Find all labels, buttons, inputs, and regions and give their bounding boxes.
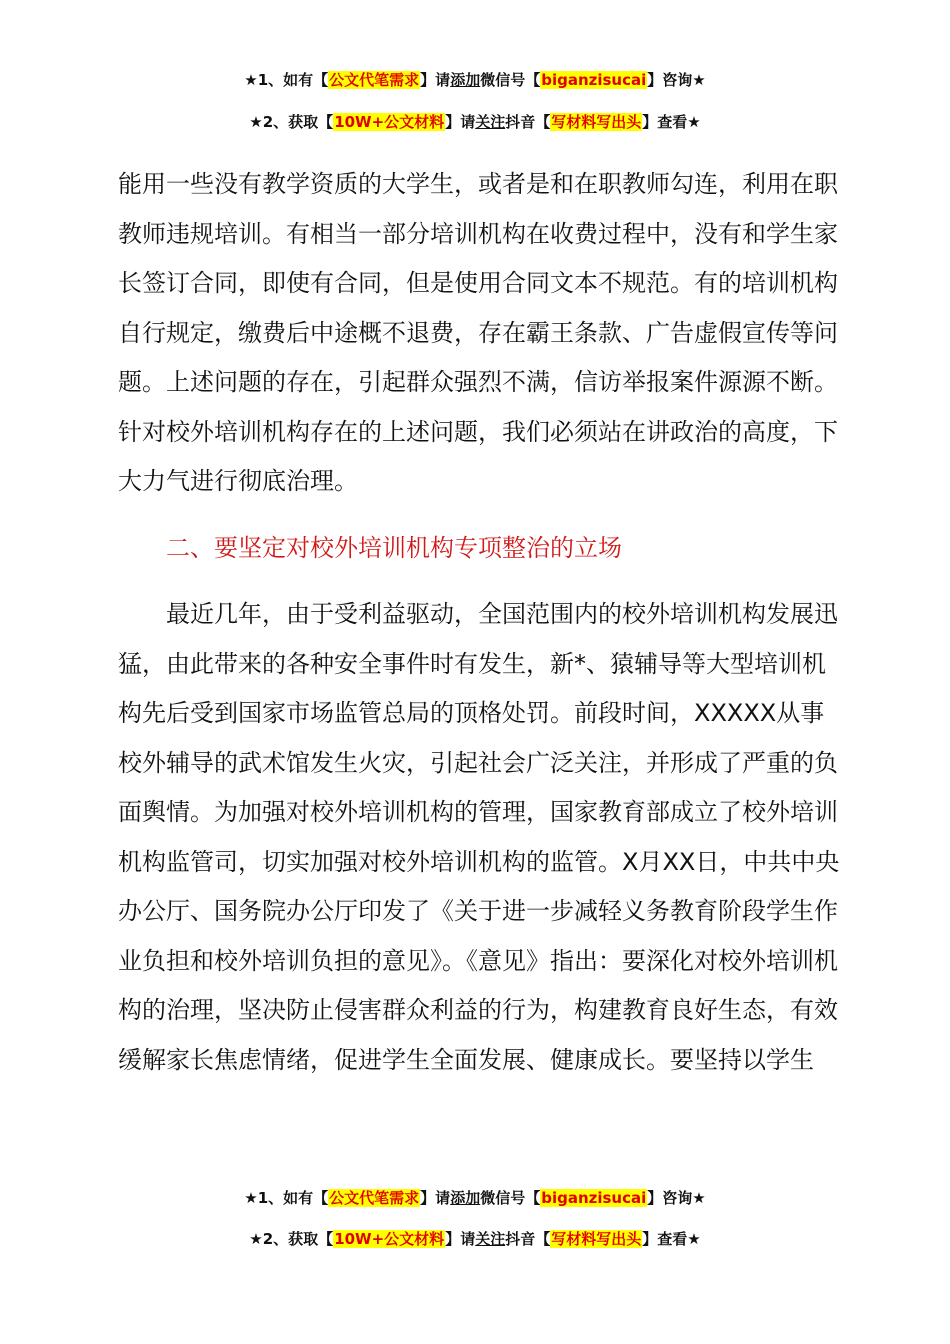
banner-text: 】请 [445, 1230, 476, 1248]
banner-text: 】咨询★ [647, 1189, 706, 1207]
banner-text: ★1、如有【 [244, 71, 329, 89]
banner-highlight-douyin-id: 写材料写出头 [551, 1230, 642, 1248]
banner-highlight-service: 公文代笔需求 [329, 71, 420, 89]
paragraph-continuation: 能用一些没有教学资质的大学生，或者是和在职教师勾连，利用在职教师违规培训。有相当一部分培训机构在收费过程中，没有和学生家长签订合同，即使有合同，但是使用合同文本不规范。有的培训机构自行规定，缴费后中途概不退费，存在霸王条款、广告虚假宣传等问题。上述问题的存在，引起群众强烈不满，信访举报案件源源不断。针对校外培训机构存在的上述问题，我们必须站在讲政治的高度，下大力气进行彻底治理。 [118, 170, 838, 495]
banner-text: 】查看★ [642, 113, 701, 131]
banner-text: ★2、获取【 [249, 1230, 334, 1248]
promo-banner-bottom-line2 [0, 1229, 950, 1249]
banner-text: 抖音【 [505, 113, 551, 131]
banner-text: 微信号【 [480, 1189, 541, 1207]
banner-text: 抖音【 [505, 1230, 551, 1248]
banner-text: 】请 [420, 71, 451, 89]
banner-text: 微信号【 [480, 71, 541, 89]
banner-text: 】咨询★ [647, 71, 706, 89]
banner-highlight-materials: 10W+公文材料 [334, 1230, 445, 1248]
banner-highlight-materials: 10W+公文材料 [334, 113, 445, 131]
document-body-part2 [118, 590, 848, 1085]
banner-emphasis: 添加 [450, 71, 481, 89]
banner-text: 】查看★ [642, 1230, 701, 1248]
banner-text: ★1、如有【 [244, 1189, 329, 1207]
banner-text: 】请 [445, 113, 476, 131]
promo-banner-bottom-line1 [0, 1188, 950, 1208]
promo-banner-top-line2 [0, 112, 950, 132]
banner-highlight-service: 公文代笔需求 [329, 1189, 420, 1207]
banner-text: 】请 [420, 1189, 451, 1207]
banner-highlight-wechat-id: biganzisucai [541, 71, 647, 89]
paragraph: 最近几年，由于受利益驱动，全国范围内的校外培训机构发展迅猛，由此带来的各种安全事件时有发生，新*、猿辅导等大型培训机构先后受到国家市场监管总局的顶格处罚。前段时间，XXXXX从事校外辅导的武术馆发生火灾，引起社会广泛关注，并形成了严重的负面舆情。为加强对校外培训机构的管理，国家教育部成立了校外培训机构监管司，切实加强对校外培训机构的监管。X月XX日，中共中央办公厅、国务院办公厅印发了《关于进一步减轻义务教育阶段学生作业负担和校外培训负担的意见》。《意见》指出：要深化对校外培训机构的治理，坚决防止侵害群众利益的行为，构建教育良好生态，有效缓解家长焦虑情绪，促进学生全面发展、健康成长。要坚持以学生 [118, 600, 840, 1074]
banner-emphasis: 关注 [475, 1230, 506, 1248]
banner-highlight-douyin-id: 写材料写出头 [551, 113, 642, 131]
banner-emphasis: 关注 [475, 113, 506, 131]
banner-text: ★2、获取【 [249, 113, 334, 131]
banner-emphasis: 添加 [450, 1189, 481, 1207]
section-heading: 二、要坚定对校外培训机构专项整治的立场 [166, 534, 622, 562]
document-body-part1 [118, 160, 848, 507]
promo-banner-top-line1 [0, 70, 950, 90]
banner-highlight-wechat-id: biganzisucai [541, 1189, 647, 1207]
